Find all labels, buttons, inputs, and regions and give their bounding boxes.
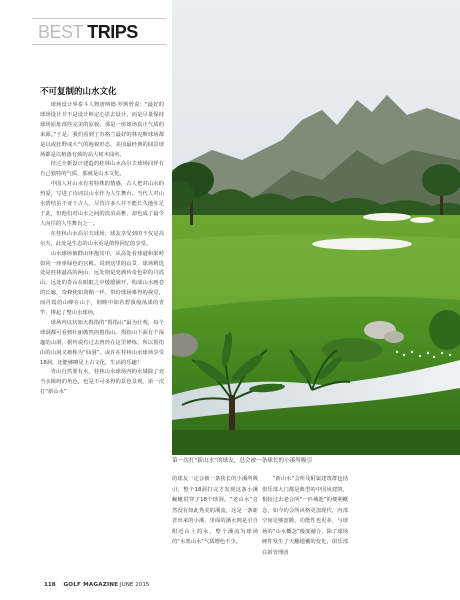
paragraph: “新山水”会所及附属建筑群包括俱乐部大门都是典型的中国风建筑，相较过去老会所“一匹城池”的便利概念，如今的会所风格更加现代，内部空间足够宽敞，功能性也更多，与球场的“山水概念”极度融合，除了球场硬件发生了天翻地覆的变化，俱乐部在新管理团 (262, 476, 348, 556)
golf-course-illustration (172, 0, 460, 455)
paragraph: 球场内以状如大拇指的“拇指山”最为壮观，每个球洞都可看到壮丽傲然的拇指山。拇指山下面有个深邃的山洞，据传说有过去曾经在这里修炼，所以拇指山的山洞又被称为“仙洞”。或许在桂林山水球场享受18洞，还能够略见上古文化，生活的乐趣！ (40, 319, 164, 366)
header-best: BEST (38, 22, 83, 42)
paragraph: 的球友一定会被一条狭长的小溪所吸引，整个18洞打完才发现这条小溪蜿蜒贯穿了18个球洞。“老山水”自然没有如此秀美的溪流，这是一条新晋出来的小溪，里面的溪水则是引自附近山上的水，整个溪流为球场的“水墨山水”气质增色不少。 (172, 476, 258, 545)
paragraph: 球场设计界泰斗人物唐纳德·罗斯曾说：“最好的球场设计并不是设计师定心思去设计，而是尽量保持球场原址部些完美的原貌。那是一座球场真正气质的来源。”于是，我们看到了苏格兰最好的林克斯球场都是以或狂野或大气的地貌形态，美国最经典的圆景球场都是以植落有致的高大树木闻名。 (40, 102, 164, 158)
paragraph: 青山自然要有水，桂林山水球场内的水域除了充当水障碍的角色，也是不可多得的景色景观，第一次打“新山水” (40, 369, 164, 396)
page-number: 118 (44, 582, 56, 588)
page-footer (44, 582, 149, 588)
section-title: 不可复制的山水文化 (40, 87, 117, 97)
paragraph: 中国人对山水有着特殊的情感，古人把对山水的热爱，写进了诗词以山水作为人生舞台。当代人对山水情结虽不亚于古人，尽管许多人并不能长久地驻足于此，但他们对山水之间的淡泊高雅，却也成了最令人向往的人生舞台之一。 (40, 181, 164, 227)
paragraph: 在桂林山水高尔夫球场，球友享受到的不仅是高尔夫，此处是生态的山水更是值得回忆的享受。 (40, 230, 164, 247)
golf-course-photo (172, 0, 460, 455)
photo-caption: 第一次打“新山水”的球友，总会被一条球长的小溪所吸引 (172, 458, 313, 464)
section-header (32, 18, 172, 46)
header-rule-top (32, 18, 166, 19)
paragraph: 经过全新设计建造的桂林山水高尔夫球场同样有自己独特的气质，那就是山水文化。 (40, 161, 164, 178)
article-column-bottom-2 (262, 474, 348, 558)
header-title (38, 22, 138, 42)
paragraph: 山水球场被群山环抱其中，从高处看球道和果岭如同一座座绿色的宫殿。说到这里的山景，球场精选处是桂林最高的两山，远处则是充满传奇色彩的丹霞山，远处的奇山在眼眶之中缓缓铺开，构成山水画卷的长廊，奇峰犹如剑鞘一样，带给球场难得的视觉，而丹霞的山峰在山下，倒映中如若碧波般荡漾的青竿，撑起了整山水球场。 (40, 250, 164, 317)
article-column-bottom-1 (172, 474, 258, 548)
issue-date: JUNE 2015 (120, 582, 150, 588)
magazine-name: GOLF MAGAZINE (63, 582, 119, 588)
header-trips: TRIPS (87, 22, 138, 42)
article-column-left (40, 86, 164, 398)
header-rule-bottom (32, 44, 166, 45)
